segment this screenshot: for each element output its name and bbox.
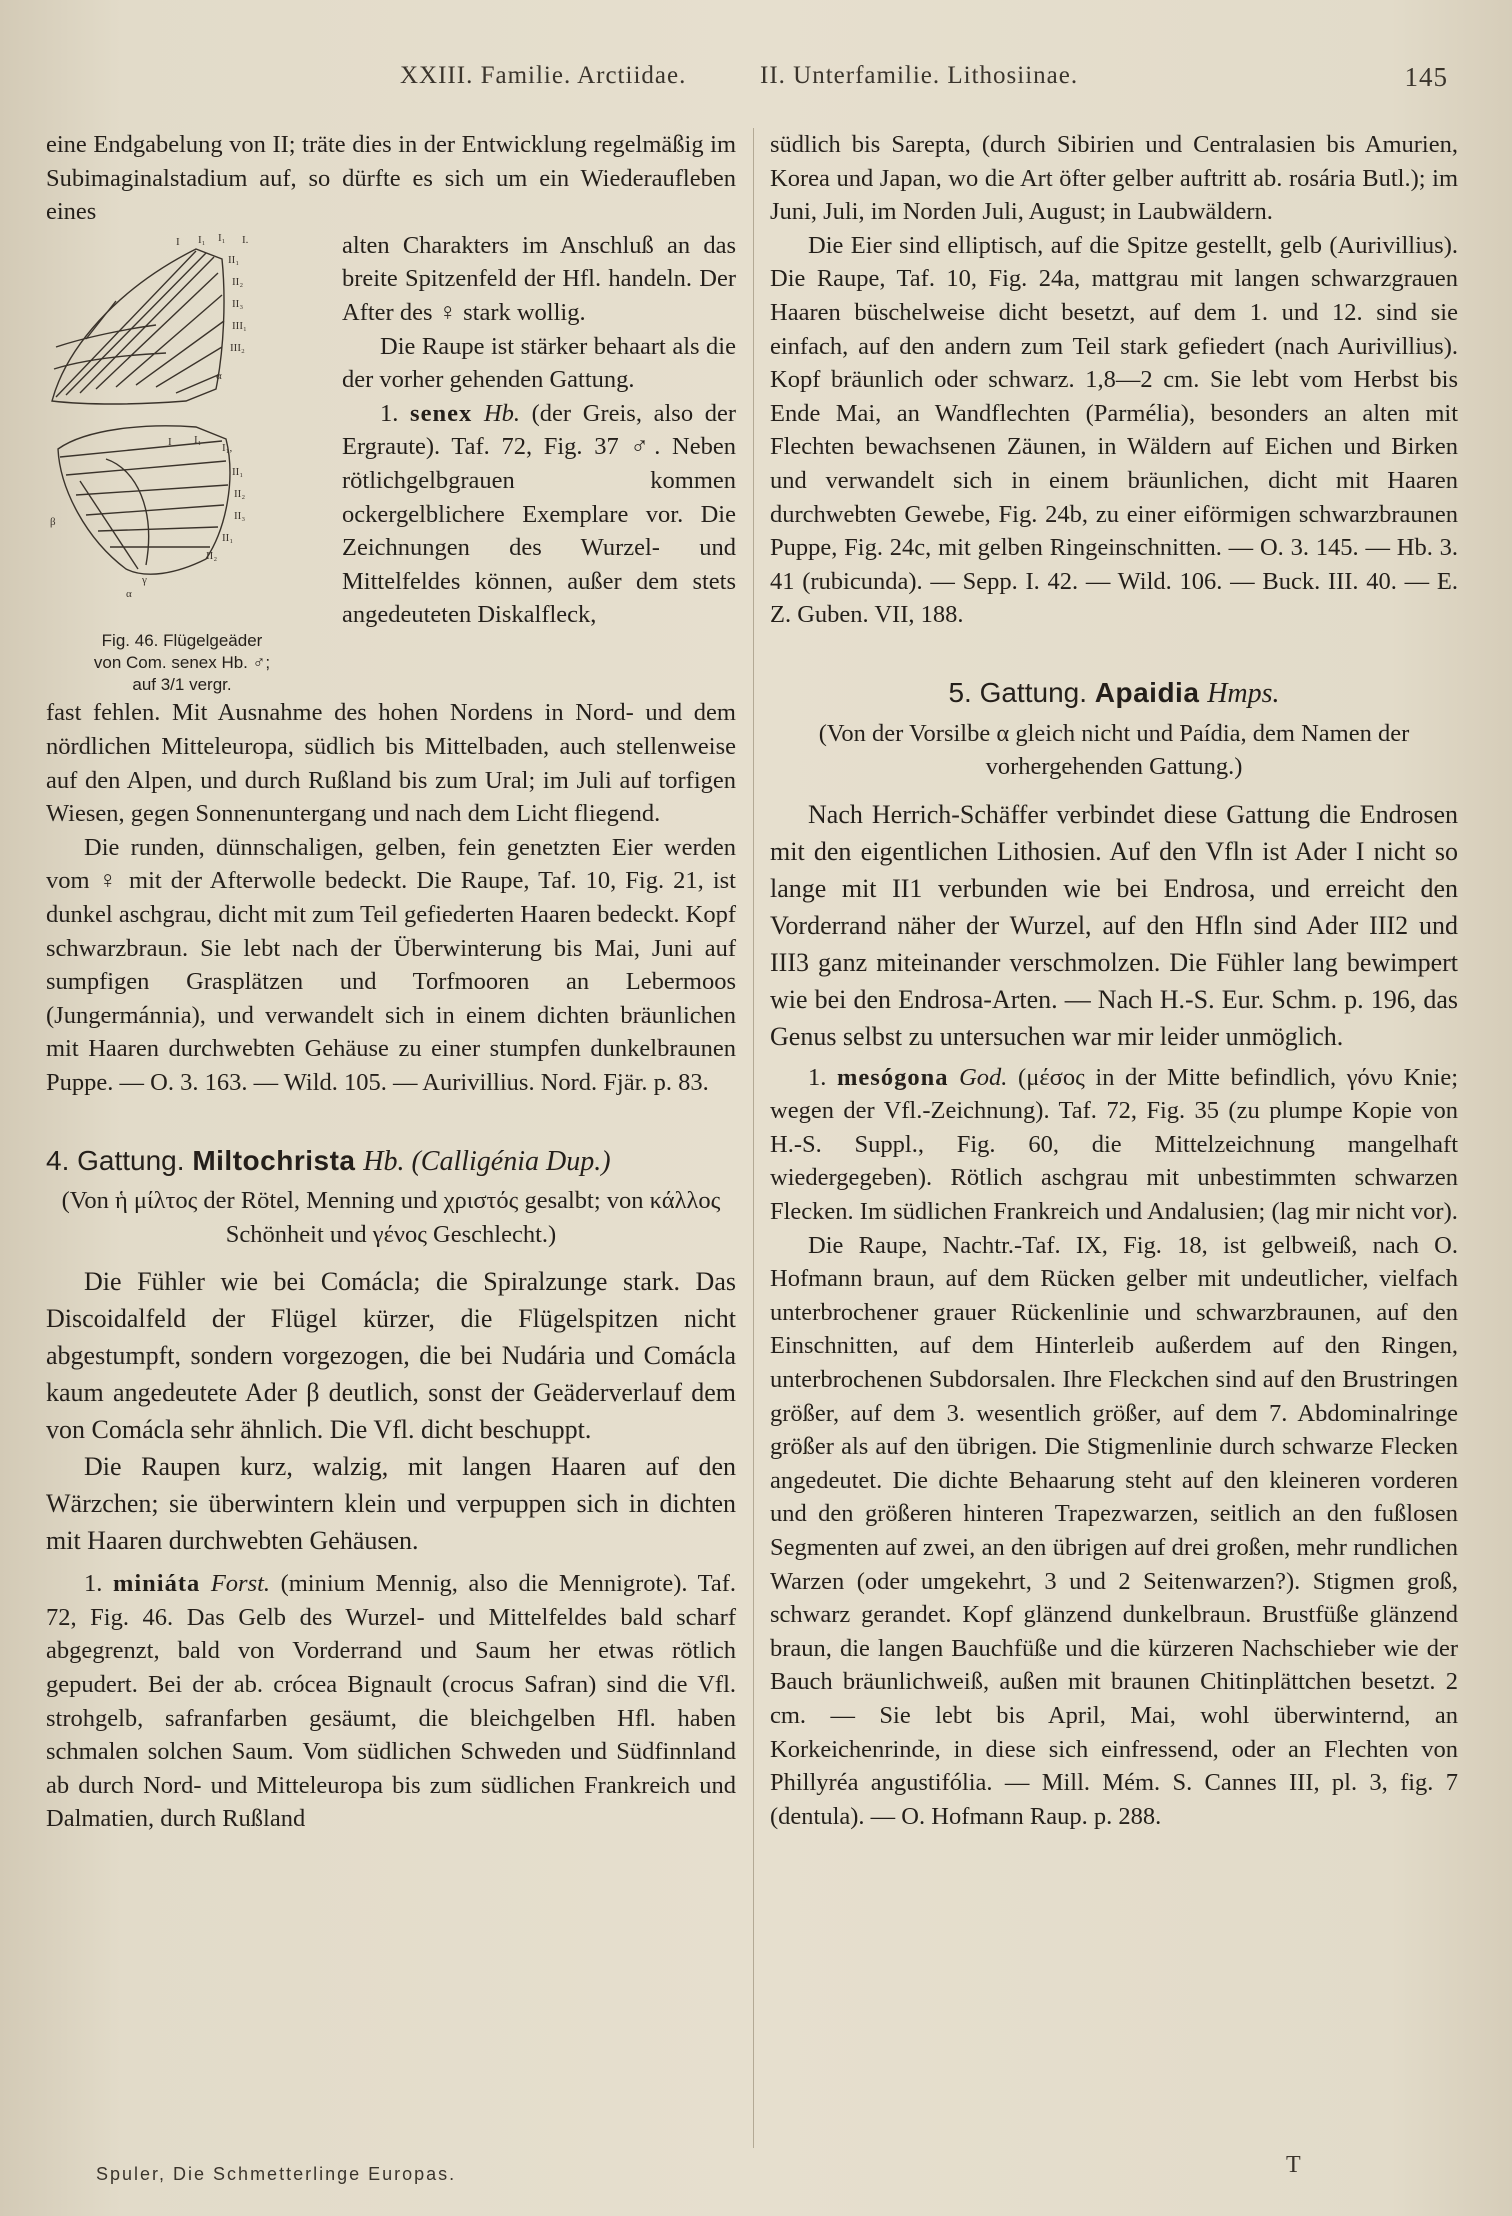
svg-text:II₁: II₁ <box>222 531 234 544</box>
paragraph: südlich bis Sarepta, (durch Sibirien und Centralasien bis Amurien, Korea und Japan, wo die Art öfter gelber auftritt ab. rosária Butl.); im Juni, Juli, im Norden Juli, August; in Laubwäldern. <box>770 131 1458 226</box>
figure-caption-line: Fig. 46. Flügelgeäder <box>101 631 263 651</box>
genus-heading <box>770 676 1458 711</box>
genus-author: Hmps. <box>1207 677 1280 709</box>
svg-text:II₃: II₃ <box>232 297 244 310</box>
figure-46 <box>46 229 318 697</box>
genus-number: 5. Gattung. <box>948 676 1087 708</box>
page-footer: Spuler, Die Schmetterlinge Europas. <box>96 2164 457 2184</box>
figure-side-text <box>318 229 736 632</box>
species-entry-mesogona <box>770 1061 1458 1229</box>
paragraph: Die Raupe ist stärker behaart als die der vorher gehenden Gattung. <box>342 332 736 394</box>
svg-text:I₁,: I₁, <box>222 441 233 454</box>
signature-mark: T <box>1286 2152 1301 2178</box>
svg-text:α: α <box>126 587 132 600</box>
species-name: senex <box>410 399 473 427</box>
species-name: mesógona <box>837 1063 949 1091</box>
svg-text:II₂: II₂ <box>232 275 244 288</box>
species-name: miniáta <box>112 1570 201 1598</box>
figure-caption-line: auf 3/1 vergr. <box>132 675 232 695</box>
paragraph: Die Raupe, Nachtr.-Taf. IX, Fig. 18, ist gelbweiß, nach O. Hofmann braun, auf dem Rücken gelber mit undeutlicher, vielfach unterbrochener grauer Rückenlinie und schwarzbraunen, auf den Einschnitten, auf dem Hinterleib außerdem auf den Ringen, unterbrochenen Subdorsalen. Ihre Fleckchen sind auf den Brustringen größer, auf dem 3. wesentlich größer, auf dem 7. Abdominalringe größer als auf den übrigen. Die Stigmenlinie durch schwarze Flecken angedeutet. Die dichte Behaarung steht auf den kleineren vorderen und den größeren hinteren Trapezwarzen, seitlich an den fußlosen Segmenten auf zwei, an den übrigen auf drei großen, mehr rundlichen Warzen (oder umgekehrt, 3 und 2 Seitenwarzen?). Stigmen groß, schwarz gerandet. Kopf glänzend dunkelbraun. Brustfüße glänzend braun, die langen Bauchfüße und die kürzeren Nachschieber wie der Bauch bräunlichweiß, außen mit braunen Chitinplättchen besetzt. 2 cm. — Sie lebt bis April, Mai, wohl überwinternd, an Korkeichenrinde, in diese sich einfressend, oder an Flechten von Phillyréa angustifólia. — Mill. Mém. S. Cannes III, pl. 3, fig. 7 (dentula). — O. Hofmann Raup. p. 288. <box>770 1231 1458 1830</box>
genus-author: Hb. (Calligénia Dup.) <box>363 1145 611 1177</box>
figure-caption <box>46 630 318 696</box>
svg-text:III₂: III₂ <box>230 341 245 354</box>
paragraph: Die Fühler wie bei Comácla; die Spiralzunge stark. Das Discoidalfeld der Flügel kürzer, die Flügelspitzen nicht abgestumpft, sondern vorgezogen, die bei Nudária und Comácla kaum angedeutete Ader β deutlich, sonst der Geäderverlauf dem von Comácla sehr ähnlich. Die Vfl. dicht beschuppt. <box>46 1267 736 1445</box>
species-number: 1. <box>84 1570 103 1598</box>
genus-etymology: (Von ἡ μίλτος der Rötel, Menning und χριστός gesalbt; von κάλλος Schönheit und γένος Geschlecht.) <box>61 1187 721 1248</box>
species-entry-senex <box>342 397 736 632</box>
paragraph: alten Charakters im Anschluß an das breite Spitzenfeld der Hfl. handeln. Der After des ♀ stark wollig. <box>342 231 736 326</box>
wing-venation-diagram <box>46 229 318 619</box>
paragraph: Die Eier sind elliptisch, auf die Spitze gestellt, gelb (Aurivillius). Die Raupe, Taf. 10, Fig. 24a, mattgrau mit langen schwarzgrauen Haaren büschelweise dicht besetzt, auf dem 1. und 12. sind sie einfach, auf den andern zum Teil stark gefiedert (nach Aurivillius). Kopf bräunlich oder schwarz. 1,8—2 cm. Sie lebt vom Herbst bis Ende Mai, an Wandflechten (Parmélia), besonders an alten mit Flechten bewachsenen Zäunen, in Wäldern auf Eichen und Birken und verwandelt sich in einem bräunlichen, dicht mit Haaren durchwebten Gewebe, Fig. 24b, zu einer eiförmigen schwarzbraunen Puppe, Fig. 24c, mit gelben Ringeinschnitten. — O. 3. 145. — Hb. 3. 41 (rubicunda). — Sepp. I. 42. — Wild. 106. — Buck. III. 40. — E. Z. Guben. VII, 188. <box>770 231 1458 629</box>
species-author: God. <box>959 1063 1008 1091</box>
svg-text:II₁: II₁ <box>232 465 244 478</box>
svg-text:II₂: II₂ <box>206 549 218 562</box>
running-head-subfamily: II. Unterfamilie. Lithosiinae. <box>760 62 1079 89</box>
figure-caption-line: von Com. senex Hb. ♂; <box>93 653 271 673</box>
svg-text:I: I <box>176 235 180 248</box>
svg-text:I: I <box>168 435 172 448</box>
figure-block <box>46 229 736 697</box>
svg-text:I₁: I₁ <box>218 231 226 244</box>
paragraph: fast fehlen. Mit Ausnahme des hohen Nordens in Nord- und dem nördlichen Mitteleuropa, südlich bis Mittelbaden, auch stellenweise auf den Alpen, und durch Rußland bis zum Ural; im Juli auf torfigen Wiesen, gegen Sonnenuntergang und nach dem Licht fliegend. <box>46 699 736 828</box>
svg-text:I.: I. <box>242 233 249 246</box>
paragraph: Die Raupen kurz, walzig, mit langen Haaren auf den Wärzchen; sie überwintern klein und verpuppen sich in dichten mit Haaren durchwebten Gehäusen. <box>46 1452 736 1556</box>
genus-name: Apaidia <box>1094 676 1200 708</box>
svg-text:γ: γ <box>142 573 147 586</box>
species-number: 1. <box>380 399 399 427</box>
paragraph: Die runden, dünnschaligen, gelben, fein genetzten Eier werden vom ♀ mit der Afterwolle bedeckt. Die Raupe, Taf. 10, Fig. 21, ist dunkel aschgrau, dicht mit zum Teil gefiederten Haaren bedeckt. Kopf schwarzbraun. Sie lebt nach der Überwinterung bis Mai, Juni auf sumpfigen Grasplätzen und Torfmooren an Lebermoos (Jungermánnia), und verwandelt sich in einem dichten bräunlichen mit Haaren durchwebten Gehäuse zu einer stumpfen dunkelbraunen Puppe. — O. 3. 163. — Wild. 105. — Aurivillius. Nord. Fjär. p. 83. <box>46 833 736 1096</box>
genus-name: Miltochrista <box>192 1144 356 1176</box>
species-entry-miniata <box>46 1567 736 1836</box>
species-description: (der Greis, also der Ergraute). Taf. 72, Fig. 37 ♂. Neben rötlichgelbgrauen kommen ockergelblichere Exemplare vor. Die Zeichnungen des Wurzel- und Mittelfeldes können, außer dem stets angedeuteten Diskalfleck, <box>342 399 737 629</box>
svg-text:β: β <box>50 515 56 528</box>
species-number: 1. <box>808 1063 827 1091</box>
genus-etymology: (Von der Vorsilbe α gleich nicht und Paídia, dem Namen der vorhergehenden Gattung.) <box>818 719 1410 781</box>
genus-number: 4. Gattung. <box>46 1144 185 1176</box>
svg-text:I₁: I₁ <box>194 433 202 446</box>
running-head-family: XXIII. Familie. Arctiidae. <box>400 62 687 89</box>
svg-text:II₂: II₂ <box>234 487 246 500</box>
species-author: Hb. <box>483 399 520 427</box>
species-author: Forst. <box>210 1570 271 1598</box>
svg-text:α: α <box>216 369 222 382</box>
species-description: (μέσος in der Mitte befindlich, γόνυ Knie; wegen der Vfl.-Zeichnung). Taf. 72, Fig. 35 (zu plumpe Kopie von H.-S. Suppl., Fig. 60, die Mittelzeichnung mangelhaft wiedergegeben). Rötlich aschgrau mit unbestimmten schwarzen Flecken. Im südlichen Frankreich und Andalusien; (lag mir nicht vor). <box>770 1063 1459 1226</box>
svg-text:III₁: III₁ <box>232 319 247 332</box>
svg-text:II₃: II₃ <box>234 509 246 522</box>
left-column <box>46 128 736 1836</box>
paragraph: Nach Herrich-Schäffer verbindet diese Gattung die Endrosen mit den eigentlichen Lithosien. Auf den Vfln ist Ader I nicht so lange mit II1 verbunden wie bei Endrosa, und erreicht den Vorderrand näher der Wurzel, auf den Hfln sind Ader III2 und III3 ganz miteinander verschmolzen. Die Fühler lang bewimpert wie bei den Endrosa-Arten. — Nach H.-S. Eur. Schm. p. 196, das Genus selbst zu untersuchen war mir leider unmöglich. <box>770 799 1458 1051</box>
paragraph: eine Endgabelung von II; träte dies in der Entwicklung regelmäßig im Subimaginalstadium auf, so dürfte es sich um ein Wiederaufleben eines <box>46 131 736 226</box>
svg-text:I₁: I₁ <box>198 233 206 246</box>
page-number: 145 <box>1404 62 1448 92</box>
svg-text:II₁: II₁ <box>228 253 240 266</box>
column-divider <box>753 128 754 2148</box>
species-description: (minium Mennig, also die Mennigrote). Taf. 72, Fig. 46. Das Gelb des Wurzel- und Mittelfeldes bald scharf abgegrenzt, bald von Vorderrand und Saum her etwas rötlich gepudert. Bei der ab. crócea Bignault (crocus Safran) sind die Vfl. strohgelb, safranfarben gesäumt, die bleichgelben Hfl. haben schmalen solchen Saum. Vom südlichen Schweden und Südfinnland ab durch Nord- und Mitteleuropa bis zum südlichen Frankreich und Dalmatien, durch Rußland <box>46 1570 737 1833</box>
genus-heading <box>46 1144 736 1179</box>
right-column <box>770 128 1458 1833</box>
